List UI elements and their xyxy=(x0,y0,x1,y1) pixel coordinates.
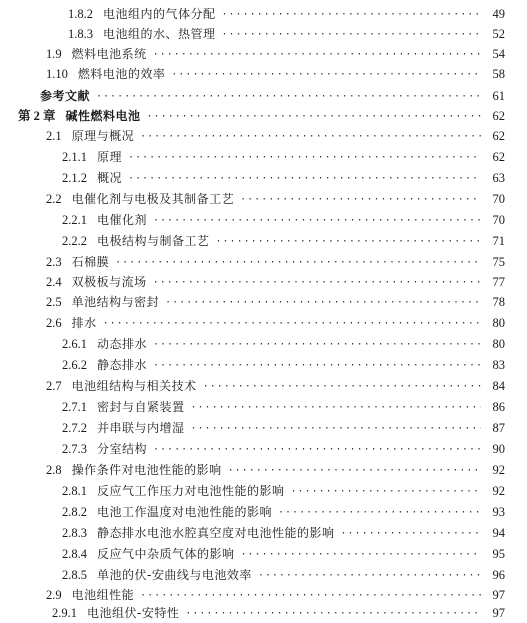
toc-entry-title: 电池工作温度对电池性能的影响 xyxy=(97,505,273,519)
toc-leader-dots xyxy=(153,210,481,230)
toc-leader-dots xyxy=(203,376,481,396)
toc-entry-number: 2.7.1 xyxy=(62,400,87,414)
toc-entry-number: 2.2.2 xyxy=(62,234,87,248)
toc-entry-number: 2.8.3 xyxy=(62,526,87,540)
toc-entry-title: 排水 xyxy=(71,316,97,330)
toc-entry-title: 操作条件对电池性能的影响 xyxy=(71,463,222,477)
toc-entry-2-5 xyxy=(46,292,505,312)
toc-leader-dots xyxy=(103,313,481,333)
toc-leader-dots xyxy=(228,460,481,480)
toc-entry-2-1-2 xyxy=(62,168,505,188)
toc-entry-title: 电池组伏-安特性 xyxy=(87,606,180,620)
toc-entry-2-8-5 xyxy=(62,565,505,585)
toc-entry-number: 2.9 xyxy=(46,588,62,602)
toc-entry-title: 单池结构与密封 xyxy=(71,295,160,309)
toc-entry-number: 1.9 xyxy=(46,47,62,61)
toc-entry-2-7-1 xyxy=(62,397,505,417)
toc-entry-2-2-2 xyxy=(62,231,505,251)
toc-entry-number: 第 2 章 xyxy=(18,109,56,123)
toc-entry-title: 电催化剂 xyxy=(97,213,148,227)
toc-entry-page: 62 xyxy=(492,129,505,143)
toc-entry-1-8-2 xyxy=(68,4,505,24)
toc-entry-page: 52 xyxy=(492,27,505,41)
toc-entry-2-6-2 xyxy=(62,355,505,375)
toc-entry-title: 反应气工作压力对电池性能的影响 xyxy=(97,484,285,498)
toc-leader-dots xyxy=(191,397,481,417)
toc-entry-page: 92 xyxy=(492,463,505,477)
toc-entry-number: 2.8.5 xyxy=(62,568,87,582)
toc-leader-dots xyxy=(153,272,481,292)
toc-entry-page: 75 xyxy=(492,255,505,269)
toc-leader-dots xyxy=(140,585,481,605)
toc-entry-2-6-1 xyxy=(62,334,505,354)
toc-entry-title: 动态排水 xyxy=(97,337,148,351)
toc-leader-dots xyxy=(191,418,481,438)
toc-entry-2-8-2 xyxy=(62,502,505,522)
toc-entry-2-2-1 xyxy=(62,210,505,230)
toc-entry-title: 碱性燃料电池 xyxy=(65,109,141,123)
toc-entry-number: 2.6.1 xyxy=(62,337,87,351)
toc-leader-dots xyxy=(241,544,481,564)
toc-entry-title: 电池组的水、热管理 xyxy=(103,27,216,41)
toc-entry-title: 原理与概况 xyxy=(71,129,135,143)
toc-entry-number: 1.10 xyxy=(46,67,68,81)
toc-entry-2-7 xyxy=(46,376,505,396)
toc-entry-page: 49 xyxy=(492,7,505,21)
toc-entry-title: 电池组内的气体分配 xyxy=(103,7,216,21)
toc-entry-number: 2.8.2 xyxy=(62,505,87,519)
toc-entry-chapter-2 xyxy=(18,106,505,126)
toc-entry-title: 反应气中杂质气体的影响 xyxy=(97,547,235,561)
toc-entry-number: 2.6 xyxy=(46,316,62,330)
toc-entry-2-3 xyxy=(46,252,505,272)
toc-entry-2-9-1 xyxy=(52,603,505,623)
toc-entry-page: 86 xyxy=(492,400,505,414)
toc-entry-page: 61 xyxy=(492,89,505,103)
toc-entry-1-9 xyxy=(46,44,505,64)
toc-leader-dots xyxy=(153,334,481,354)
toc-leader-dots xyxy=(216,231,481,251)
toc-entry-page: 95 xyxy=(492,547,505,561)
toc-entry-number: 2.2.1 xyxy=(62,213,87,227)
toc-entry-page: 90 xyxy=(492,442,505,456)
toc-entry-number: 2.8 xyxy=(46,463,62,477)
toc-entry-number: 2.1.2 xyxy=(62,171,87,185)
toc-entry-number: 1.8.2 xyxy=(68,7,93,21)
toc-entry-title: 燃料电池系统 xyxy=(71,47,147,61)
toc-entry-2-7-3 xyxy=(62,439,505,459)
toc-entry-number: 2.3 xyxy=(46,255,62,269)
toc-entry-number: 1.8.3 xyxy=(68,27,93,41)
toc-entry-number: 2.8.1 xyxy=(62,484,87,498)
toc-leader-dots xyxy=(153,439,481,459)
toc-leader-dots xyxy=(291,481,481,501)
toc-entry-number: 2.1.1 xyxy=(62,150,87,164)
toc-entry-2-1-1 xyxy=(62,147,505,167)
toc-entry-page: 96 xyxy=(492,568,505,582)
toc-entry-title: 单池的伏-安曲线与电池效率 xyxy=(97,568,252,582)
toc-entry-title: 并串联与内增湿 xyxy=(97,421,185,435)
toc-entry-number: 2.4 xyxy=(46,275,62,289)
toc-entry-page: 94 xyxy=(492,526,505,540)
toc-entry-page: 62 xyxy=(492,109,505,123)
toc-entry-page: 54 xyxy=(492,47,505,61)
toc-entry-number: 2.6.2 xyxy=(62,358,87,372)
toc-entry-title: 石棉膜 xyxy=(71,255,110,269)
toc-entry-number: 2.7 xyxy=(46,379,62,393)
toc-entry-title: 参考文献 xyxy=(40,89,91,103)
toc-entry-page: 83 xyxy=(492,358,505,372)
toc-entry-2-8-1 xyxy=(62,481,505,501)
toc-leader-dots xyxy=(278,502,481,522)
toc-entry-2-8-4 xyxy=(62,544,505,564)
toc-entry-2-9 xyxy=(46,585,505,605)
toc-leader-dots xyxy=(115,252,481,272)
toc-entry-title: 静态排水 xyxy=(97,358,148,372)
toc-entry-title: 密封与自紧装置 xyxy=(97,400,185,414)
toc-entry-page: 87 xyxy=(492,421,505,435)
toc-leader-dots xyxy=(147,106,481,126)
toc-entry-page: 70 xyxy=(492,192,505,206)
toc-entry-page: 77 xyxy=(492,275,505,289)
toc-entry-references xyxy=(40,86,505,106)
toc-entry-2-8-3 xyxy=(62,523,505,543)
toc-entry-number: 2.8.4 xyxy=(62,547,87,561)
toc-leader-dots xyxy=(96,86,481,106)
toc-leader-dots xyxy=(153,355,481,375)
toc-leader-dots xyxy=(140,126,481,146)
toc-entry-title: 燃料电池的效率 xyxy=(77,67,166,81)
toc-entry-page: 80 xyxy=(492,316,505,330)
toc-entry-number: 2.7.2 xyxy=(62,421,87,435)
toc-entry-page: 93 xyxy=(492,505,505,519)
toc-entry-1-10 xyxy=(46,64,505,84)
toc-leader-dots xyxy=(153,44,481,64)
toc-entry-page: 63 xyxy=(492,171,505,185)
toc-entry-1-8-3 xyxy=(68,24,505,44)
toc-entry-page: 70 xyxy=(492,213,505,227)
toc-entry-page: 84 xyxy=(492,379,505,393)
toc-leader-dots xyxy=(222,24,481,44)
toc-entry-title: 原理 xyxy=(97,150,123,164)
toc-entry-title: 分室结构 xyxy=(97,442,148,456)
toc-entry-number: 2.2 xyxy=(46,192,62,206)
toc-entry-2-6 xyxy=(46,313,505,333)
toc-leader-dots xyxy=(341,523,481,543)
toc-entry-number: 2.1 xyxy=(46,129,62,143)
toc-entry-2-2 xyxy=(46,189,505,209)
toc-leader-dots xyxy=(165,292,481,312)
toc-entry-number: 2.9.1 xyxy=(52,606,77,620)
toc-entry-page: 80 xyxy=(492,337,505,351)
toc-entry-title: 电池组性能 xyxy=(71,588,135,602)
toc-leader-dots xyxy=(222,4,481,24)
toc-entry-number: 2.7.3 xyxy=(62,442,87,456)
toc-entry-2-8 xyxy=(46,460,505,480)
toc-entry-page: 62 xyxy=(492,150,505,164)
toc-entry-page: 58 xyxy=(492,67,505,81)
toc-entry-page: 71 xyxy=(492,234,505,248)
toc-entry-title: 双极板与流场 xyxy=(71,275,147,289)
toc-entry-2-4 xyxy=(46,272,505,292)
toc-entry-title: 电极结构与制备工艺 xyxy=(97,234,210,248)
toc-entry-title: 静态排水电池水腔真空度对电池性能的影响 xyxy=(97,526,335,540)
toc-entry-page: 97 xyxy=(492,588,505,602)
toc-entry-title: 电池组结构与相关技术 xyxy=(71,379,197,393)
toc-entry-title: 概况 xyxy=(97,171,123,185)
toc-leader-dots xyxy=(258,565,481,585)
toc-leader-dots xyxy=(128,147,481,167)
toc-entry-page: 92 xyxy=(492,484,505,498)
toc-leader-dots xyxy=(185,603,481,623)
toc-entry-2-1 xyxy=(46,126,505,146)
toc-entry-page: 97 xyxy=(492,606,505,620)
toc-leader-dots xyxy=(171,64,481,84)
toc-entry-page: 78 xyxy=(492,295,505,309)
toc-entry-2-7-2 xyxy=(62,418,505,438)
toc-entry-number: 2.5 xyxy=(46,295,62,309)
toc-leader-dots xyxy=(240,189,481,209)
toc-leader-dots xyxy=(128,168,481,188)
toc-entry-title: 电催化剂与电极及其制备工艺 xyxy=(71,192,235,206)
